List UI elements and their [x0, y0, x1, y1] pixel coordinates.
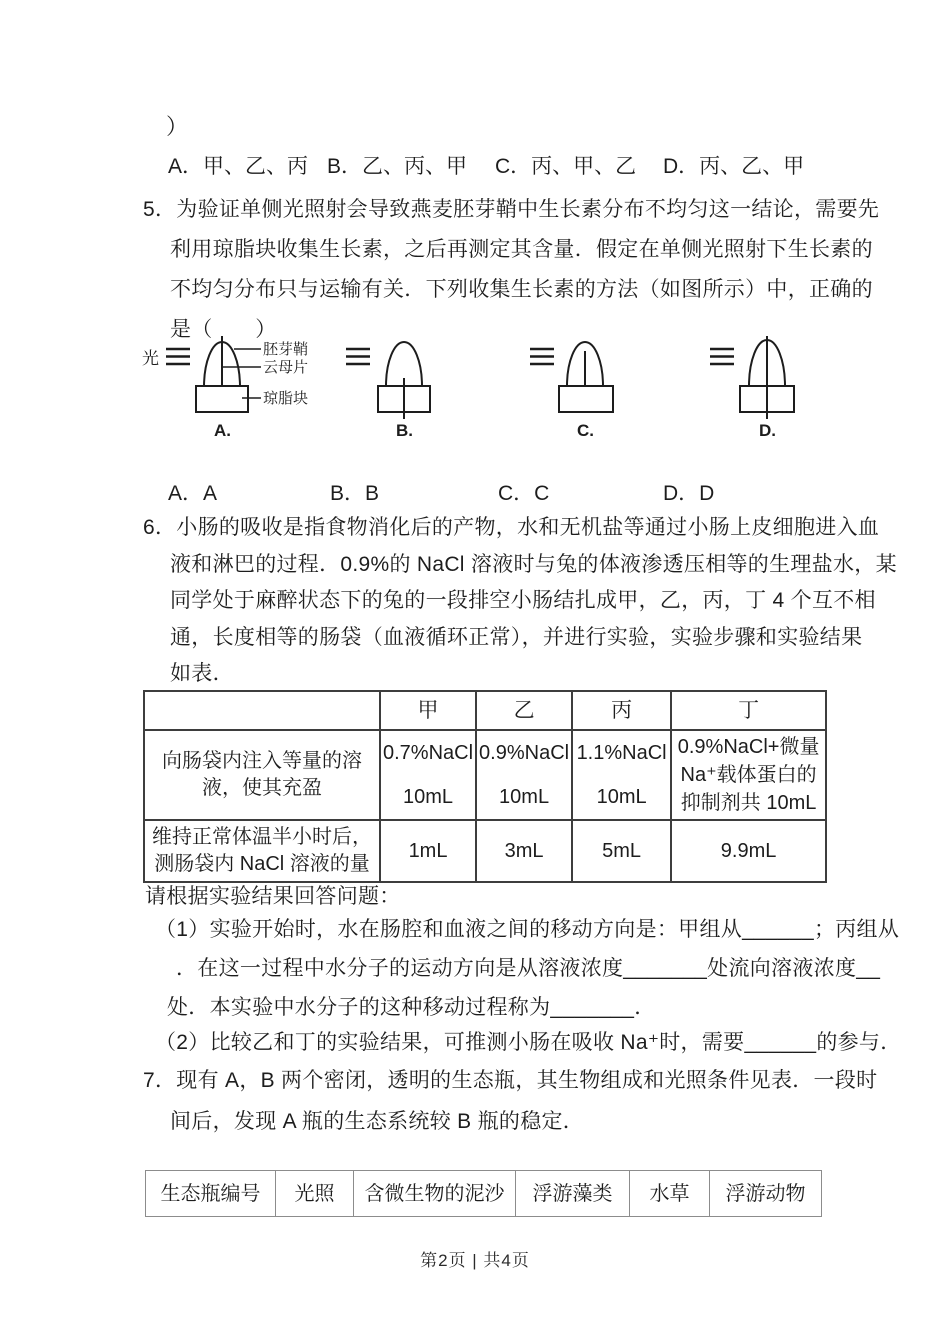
light-rays-icon — [530, 349, 554, 364]
question6-sub2: （2）比较乙和丁的实验结果，可推测小肠在吸收 Na⁺时，需要______的参与． — [155, 1031, 902, 1054]
cell-line: 测肠袋内 NaCl 溶液的量 — [154, 853, 370, 875]
cell-line: 10mL — [596, 786, 647, 808]
text-line: 7．现有 A，B 两个密闭，透明的生态瓶，其生物组成和光照条件见表．一段时 — [143, 1069, 878, 1092]
table-cell — [276, 1171, 354, 1217]
option-d: D．丙、乙、甲 — [663, 155, 805, 178]
agar-block — [559, 386, 613, 412]
table-cell — [146, 1171, 276, 1217]
cell-line: 0.9%NaCl — [479, 742, 570, 764]
cell-line: 10mL — [403, 786, 454, 808]
cell-line: 浮游动物 — [725, 1182, 806, 1205]
option-c: C．丙、甲、乙 — [495, 155, 637, 178]
diagram-caption-d: D. — [759, 421, 776, 440]
cell-line: 0.7%NaCl — [383, 742, 474, 764]
option-c: C．C — [498, 482, 550, 505]
table-row — [144, 820, 826, 882]
diagram-caption-a: A. — [214, 421, 231, 440]
table-cell — [354, 1171, 516, 1217]
cell-line: 丙 — [611, 698, 633, 722]
table-cell — [380, 691, 476, 730]
table-cell — [476, 820, 572, 882]
figure-label-coleoptile: 胚芽鞘 — [263, 341, 309, 358]
table-row — [146, 1171, 822, 1217]
cell-line: 水草 — [649, 1182, 690, 1205]
option-b: B．B — [330, 482, 380, 505]
option-a: A．甲、乙、丙 — [168, 155, 309, 178]
table-cell — [671, 691, 826, 730]
cell-line: 抑制剂共 10mL — [680, 792, 817, 814]
cell-line: 维持正常体温半小时后， — [152, 826, 372, 848]
page-footer: 第2页 | 共4页 — [420, 1251, 530, 1270]
figure-label-agar: 琼脂块 — [263, 390, 309, 407]
question6-text — [143, 510, 897, 693]
table-cell — [144, 730, 380, 820]
question6-sub1 — [155, 910, 899, 1027]
cell-line: 1.1%NaCl — [576, 742, 667, 764]
diagram-c — [530, 342, 613, 440]
cell-line: 3mL — [504, 840, 544, 862]
table-cell — [630, 1171, 710, 1217]
table-row — [144, 691, 826, 730]
text-line: （1）实验开始时，水在肠腔和血液之间的移动方向是：甲组从______；丙组从 — [155, 918, 900, 941]
cell-line: 浮游藻类 — [532, 1182, 613, 1205]
cell-line: 10mL — [499, 786, 550, 808]
question5-figure — [140, 332, 840, 446]
question6-prompt: 请根据实验结果回答问题： — [145, 885, 401, 908]
table-cell — [710, 1171, 822, 1217]
option-d: D．D — [663, 482, 715, 505]
cell-line: 含微生物的泥沙 — [364, 1182, 505, 1205]
question7-table — [145, 1170, 822, 1217]
text-line: 间后，发现 A 瓶的生态系统较 B 瓶的稳定． — [170, 1110, 585, 1133]
text-line: 同学处于麻醉状态下的兔的一段排空小肠结扎成甲，乙，丙，丁 4 个互不相 — [170, 589, 876, 612]
table-cell — [572, 691, 671, 730]
text-line: 是（ ） — [170, 318, 277, 341]
question5-options — [0, 477, 950, 503]
light-rays-icon — [166, 349, 190, 364]
table-cell — [572, 730, 671, 820]
light-rays-icon — [346, 349, 370, 364]
table-cell — [572, 820, 671, 882]
cell-line: 9.9mL — [720, 840, 777, 862]
cell-line: 5mL — [602, 840, 642, 862]
cell-line: 丁 — [738, 698, 760, 722]
option-a: A．A — [168, 482, 218, 505]
text-line: 5．为验证单侧光照射会导致燕麦胚芽鞘中生长素分布不均匀这一结论，需要先 — [143, 198, 880, 221]
cell-line: 液，使其充盈 — [202, 777, 322, 799]
question5-text — [143, 190, 879, 350]
agar-block — [196, 386, 248, 412]
table-cell — [516, 1171, 630, 1217]
table-cell — [476, 691, 572, 730]
table-cell — [671, 820, 826, 882]
diagram-caption-c: C. — [577, 421, 594, 440]
figure-label-mica: 云母片 — [263, 359, 309, 376]
question6-table — [143, 690, 827, 883]
table-cell — [671, 730, 826, 820]
diagram-b — [346, 342, 430, 440]
table-cell — [380, 820, 476, 882]
light-label: 光 — [142, 349, 159, 368]
text-line: 液和淋巴的过程．0.9%的 NaCl 溶液时与兔的体液渗透压相等的生理盐水，某 — [170, 552, 897, 576]
cell-line: 向肠袋内注入等量的溶 — [162, 750, 362, 772]
table-cell — [380, 730, 476, 820]
cell-line: 生态瓶编号 — [160, 1182, 261, 1205]
prev-question-close-paren: ） — [166, 114, 189, 139]
text-line: 6．小肠的吸收是指食物消化后的产物，水和无机盐等通过小肠上皮细胞进入血 — [143, 516, 880, 539]
light-rays-icon — [710, 349, 734, 364]
text-line: 处．本实验中水分子的这种移动过程称为_______． — [167, 996, 656, 1019]
prev-question-options — [0, 150, 950, 176]
option-b: B．乙、丙、甲 — [327, 155, 468, 178]
diagram-a — [142, 336, 308, 440]
table-cell — [476, 730, 572, 820]
text-line: 通，长度相等的肠袋（血液循环正常），并进行实验，实验步骤和实验结果 — [170, 625, 863, 649]
text-line: 利用琼脂块收集生长素，之后再测定其含量．假定在单侧光照射下生长素的 — [170, 238, 873, 261]
cell-line: 甲 — [417, 698, 439, 722]
diagram-d — [710, 336, 794, 440]
table-row — [144, 730, 826, 820]
text-line: 如表． — [170, 662, 234, 685]
cell-line: 乙 — [513, 698, 535, 722]
question7-text — [143, 1060, 877, 1142]
diagram-caption-b: B. — [396, 421, 413, 440]
text-line: ．在这一过程中水分子的运动方向是从溶液浓度_______处流向溶液浓度__ — [176, 957, 881, 980]
cell-line: 1mL — [408, 840, 448, 862]
text-line: 不均匀分布只与运输有关．下列收集生长素的方法（如图所示）中，正确的 — [170, 278, 873, 301]
cell-line: 0.9%NaCl+微量 — [677, 736, 820, 758]
cell-line: 光照 — [294, 1182, 335, 1205]
cell-line: Na⁺载体蛋白的 — [680, 764, 817, 786]
table-cell — [144, 691, 380, 730]
table-cell — [144, 820, 380, 882]
